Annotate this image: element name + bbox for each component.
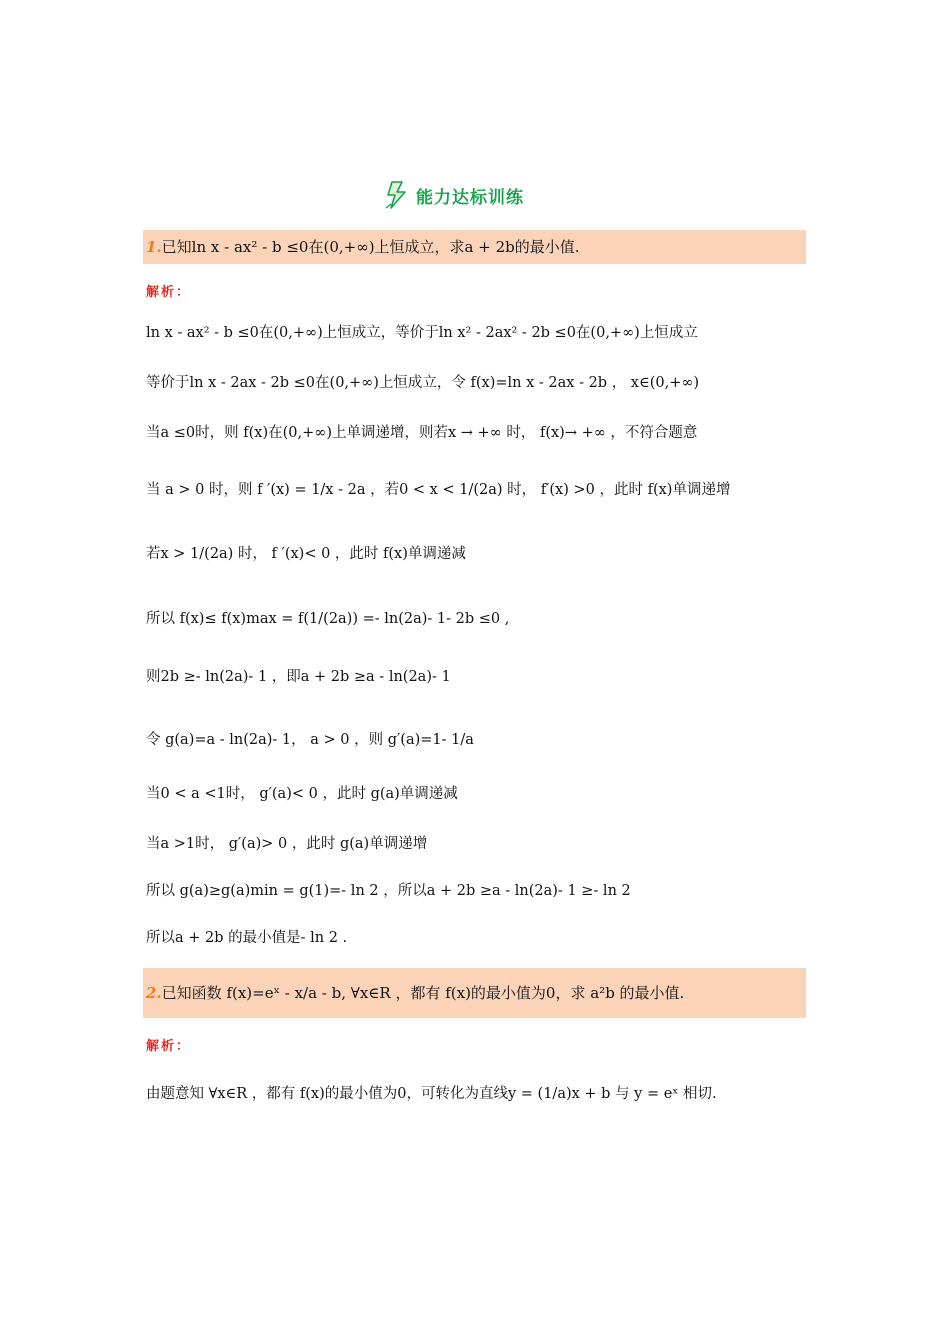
- question-1: [146, 238, 580, 256]
- question-number: 2.: [146, 984, 162, 1002]
- solution-line: 当a ≤0时，则 f(x)在(0,+∞)上单调递增，则若x → +∞ 时， f(x)→ +∞ ，不符合题意: [146, 425, 698, 441]
- solution-line: ln x - ax² - b ≤0在(0,+∞)上恒成立，等价于ln x² - 2ax² - 2b ≤0在(0,+∞)上恒成立: [146, 325, 698, 341]
- solution-line: 由题意知 ∀x∈R ，都有 f(x)的最小值为0，可转化为直线y = (1/a)x + b 与 y = eˣ 相切.: [146, 1086, 717, 1102]
- solution-line: 若x > 1/(2a) 时， f ′(x)< 0 ，此时 f(x)单调递减: [146, 546, 466, 562]
- solution-line: 等价于ln x - 2ax - 2b ≤0在(0,+∞)上恒成立，令 f(x)=ln x - 2ax - 2b ， x∈(0,+∞): [146, 375, 700, 391]
- solution-label: 解析：: [146, 285, 192, 300]
- question-text: 已知函数 f(x)=eˣ - x/a - b, ∀x∈R ，都有 f(x)的最小值为0，求 a²b 的最小值.: [161, 984, 685, 1002]
- solution-line: 当0 < a <1时， g′(a)< 0 ，此时 g(a)单调递减: [146, 786, 458, 802]
- question-number: 1.: [146, 238, 162, 256]
- solution-line: 所以 g(a)≥g(a)min = g(1)=- ln 2 ，所以a + 2b ≥a - ln(2a)- 1 ≥- ln 2: [146, 883, 631, 899]
- section-heading: [384, 178, 524, 212]
- section-title: 能力达标训练: [416, 187, 524, 208]
- solution-line: 当a >1时， g′(a)> 0 ，此时 g(a)单调递增: [146, 836, 428, 852]
- solution-line: 所以 f(x)≤ f(x)max = f(1/(2a)) =- ln(2a)- 1- 2b ≤0 ,: [146, 611, 510, 627]
- solution-line: 则2b ≥- ln(2a)- 1 ，即a + 2b ≥a - ln(2a)- 1: [146, 669, 451, 685]
- question-2: [146, 984, 684, 1002]
- lightning-icon: [384, 180, 414, 210]
- solution-line: 当 a > 0 时，则 f ′(x) = 1/x - 2a ，若0 < x < 1/(2a) 时， f′(x) >0 ，此时 f(x)单调递增: [146, 482, 731, 498]
- question-text: 已知ln x - ax² - b ≤0在(0,+∞)上恒成立，求a + 2b的最小值.: [161, 238, 580, 256]
- solution-label: 解析：: [146, 1039, 192, 1054]
- solution-line: 令 g(a)=a - ln(2a)- 1， a > 0 ，则 g′(a)=1- 1/a: [146, 732, 474, 748]
- solution-line: 所以a + 2b 的最小值是- ln 2 .: [146, 930, 348, 946]
